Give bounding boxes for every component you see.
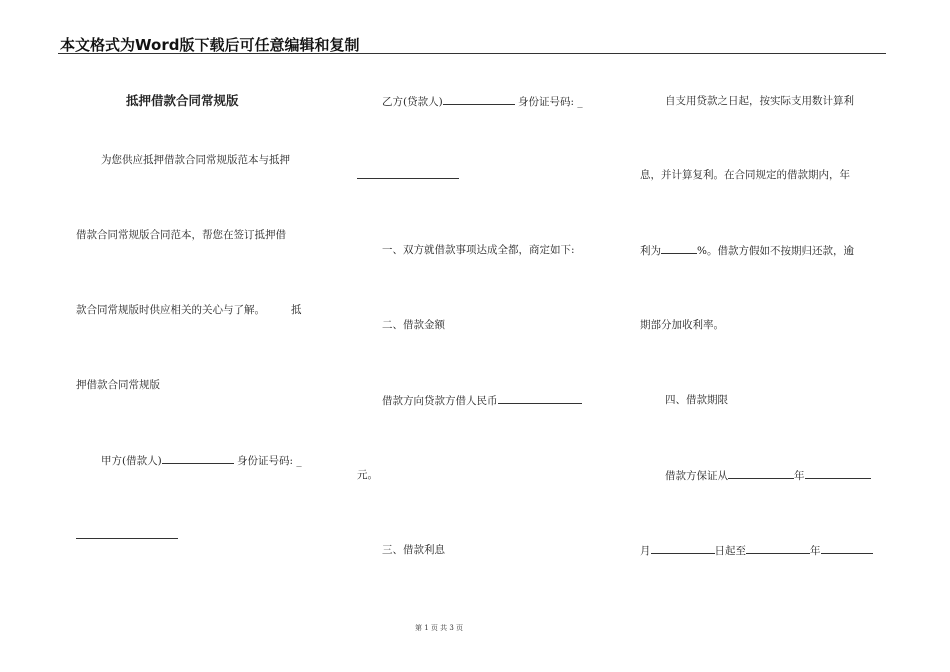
col1-line-2: 借款合同常规版合同范本，帮您在签订抵押借 — [76, 229, 286, 241]
col1-line-3: 款合同常规版时供应相关的关心与了解。 抵 — [76, 304, 302, 316]
party-b-blank[interactable] — [443, 94, 515, 105]
loan-amount-line: 借款方向贷款方借人民币 — [382, 393, 582, 408]
party-b-label: 乙方(贷款人) — [382, 96, 443, 108]
term-start-line: 借款方保证从 年 — [665, 468, 871, 483]
term-end-line: 月 日起至 年 — [640, 543, 873, 558]
term-end-year-blank[interactable] — [821, 543, 873, 554]
col1-line-4: 押借款合同常规版 — [76, 379, 160, 391]
party-a-id-blank[interactable] — [76, 528, 178, 539]
col1-line-1: 为您供应抵押借款合同常规版范本与抵押 — [101, 154, 290, 166]
term-month-blank[interactable] — [651, 543, 715, 554]
party-a-blank[interactable] — [162, 453, 234, 464]
party-b-id-line — [357, 168, 459, 183]
interest-rate-line: 利为 %。借款方假如不按期归还款，逾 — [640, 245, 854, 257]
clause-intro: 一、双方就借款事项达成全都，商定如下: — [382, 244, 575, 256]
interest-rate-blank[interactable] — [661, 243, 697, 254]
term-start-blank[interactable] — [728, 468, 794, 479]
header-rule — [58, 53, 886, 54]
col3-line-4: 期部分加收利率。 — [640, 319, 724, 331]
col3-line-2: 息，并计算复利。在合同规定的借款期内，年 — [640, 169, 850, 181]
party-b-id-label: 身份证号码: _ — [518, 96, 583, 108]
term-end-blank[interactable] — [746, 543, 810, 554]
section-loan-interest: 三、借款利息 — [382, 544, 445, 556]
loan-amount-unit: 元。 — [357, 469, 378, 481]
page-header: 本文格式为Word版下载后可任意编辑和复制 — [60, 36, 360, 54]
section-loan-term: 四、借款期限 — [665, 394, 728, 406]
party-a-line — [101, 453, 302, 468]
col3-line-1: 自支用贷款之日起，按实际支用数计算利 — [665, 95, 854, 107]
party-a-id-line — [76, 528, 178, 543]
loan-amount-blank[interactable] — [498, 393, 582, 404]
party-a-label: 甲方(借款人) — [101, 455, 162, 467]
party-a-id-label: 身份证号码: _ — [237, 455, 302, 467]
page-number: 第 1 页 共 3 页 — [415, 624, 464, 632]
document-title: 抵押借款合同常规版 — [126, 93, 239, 108]
section-loan-amount: 二、借款金额 — [382, 319, 445, 331]
term-start-year-blank[interactable] — [805, 468, 871, 479]
party-b-line — [382, 94, 583, 109]
party-b-id-blank[interactable] — [357, 168, 459, 179]
